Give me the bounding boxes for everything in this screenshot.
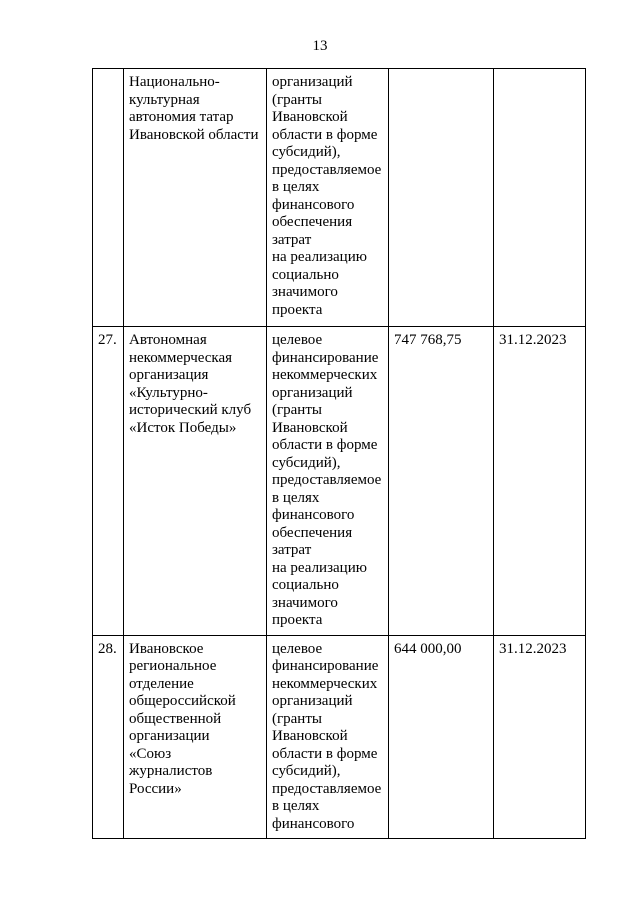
cell-text-line: проекта (272, 301, 323, 318)
cell-text-line: Национально- (129, 74, 220, 90)
table-row (93, 635, 586, 839)
organization-name-cell (124, 69, 267, 327)
cell-text-line: Ивановской (272, 109, 348, 125)
cell-text-line: организация (129, 367, 209, 383)
cell-text-line: России» (129, 780, 182, 797)
cell-text-line: региональное (129, 658, 217, 674)
cell-text-line: в целях (272, 179, 320, 195)
cell-text-line: в целях (272, 798, 320, 814)
cell-text-line: «Союз (129, 745, 172, 762)
cell-text-line: некоммерческая (129, 349, 233, 366)
cell-text-line: (гранты (272, 91, 322, 108)
cell-text-line: исторический клуб (129, 402, 252, 418)
cell-text-line: Ивановское (129, 640, 204, 657)
cell-text-line: Автономная (129, 332, 207, 348)
amount-cell: 747 768,75 (389, 327, 494, 636)
cell-text-line: финансового (272, 507, 355, 523)
cell-text-line: культурная (129, 91, 200, 108)
cell-text-line: некоммерческих (272, 367, 378, 383)
cell-text-line: «Исток Победы» (129, 419, 237, 436)
cell-text-line: «Культурно- (129, 384, 208, 401)
cell-text-line: субсидий), (272, 144, 341, 160)
cell-text-line: организаций (272, 693, 353, 709)
cell-text-line: предоставляемое (272, 472, 382, 488)
cell-text-line: проекта (272, 612, 323, 628)
row-number-cell: 28. (93, 635, 124, 839)
cell-text-line: автономия татар (129, 109, 234, 125)
cell-text-line: общественной (129, 710, 222, 727)
deadline-date-cell (494, 69, 586, 327)
cell-text-line: организаций (272, 384, 353, 401)
cell-text-line: организаций (272, 74, 353, 90)
cell-text-line: финансового (272, 196, 355, 213)
cell-text-line: Ивановской (272, 419, 348, 436)
deadline-date-cell: 31.12.2023 (494, 327, 586, 636)
amount-cell (389, 69, 494, 327)
cell-text-line: на реализацию (272, 249, 367, 265)
cell-text-line: в целях (272, 489, 320, 506)
organization-name-cell (124, 327, 267, 636)
row-number-cell: 27. (93, 327, 124, 636)
purpose-cell (267, 635, 389, 839)
purpose-cell (267, 69, 389, 327)
cell-text-line: области в форме (272, 126, 378, 143)
cell-text-line: социально (272, 266, 339, 283)
cell-text-line: отделение (129, 675, 194, 692)
cell-text-line: некоммерческих (272, 675, 378, 692)
cell-text-line: субсидий), (272, 454, 341, 471)
organization-name-cell (124, 635, 267, 839)
cell-text-line: обеспечения (272, 214, 353, 230)
cell-text-line: целевое (272, 640, 323, 657)
cell-text-line: финансового (272, 815, 355, 832)
cell-text-line: значимого (272, 594, 338, 611)
cell-text-line: финансирование (272, 349, 379, 366)
table-row (93, 327, 586, 636)
cell-text-line: на реализацию (272, 559, 367, 576)
cell-text-line: Ивановской (272, 728, 348, 744)
cell-text-line: Ивановской области (129, 126, 259, 143)
page-number: 13 (312, 38, 328, 54)
purpose-cell (267, 327, 389, 636)
cell-text-line: (гранты (272, 402, 322, 418)
amount-cell: 644 000,00 (389, 635, 494, 839)
cell-text-line: предоставляемое (272, 161, 382, 178)
cell-text-line: обеспечения (272, 524, 353, 541)
cell-text-line: значимого (272, 284, 338, 300)
cell-text-line: общероссийской (129, 693, 236, 709)
deadline-date-cell: 31.12.2023 (494, 635, 586, 839)
cell-text-line: субсидий), (272, 763, 341, 779)
cell-text-line: затрат (272, 542, 312, 558)
cell-text-line: области в форме (272, 745, 378, 762)
grants-table (92, 68, 586, 839)
cell-text-line: (гранты (272, 710, 322, 727)
cell-text-line: финансирование (272, 658, 379, 674)
cell-text-line: журналистов (129, 763, 213, 779)
cell-text-line: предоставляемое (272, 780, 382, 797)
cell-text-line: организации (129, 728, 210, 744)
cell-text-line: социально (272, 577, 339, 593)
cell-text-line: целевое (272, 332, 323, 348)
table-row (93, 69, 586, 327)
cell-text-line: области в форме (272, 437, 378, 453)
row-number-cell (93, 69, 124, 327)
cell-text-line: затрат (272, 231, 312, 248)
